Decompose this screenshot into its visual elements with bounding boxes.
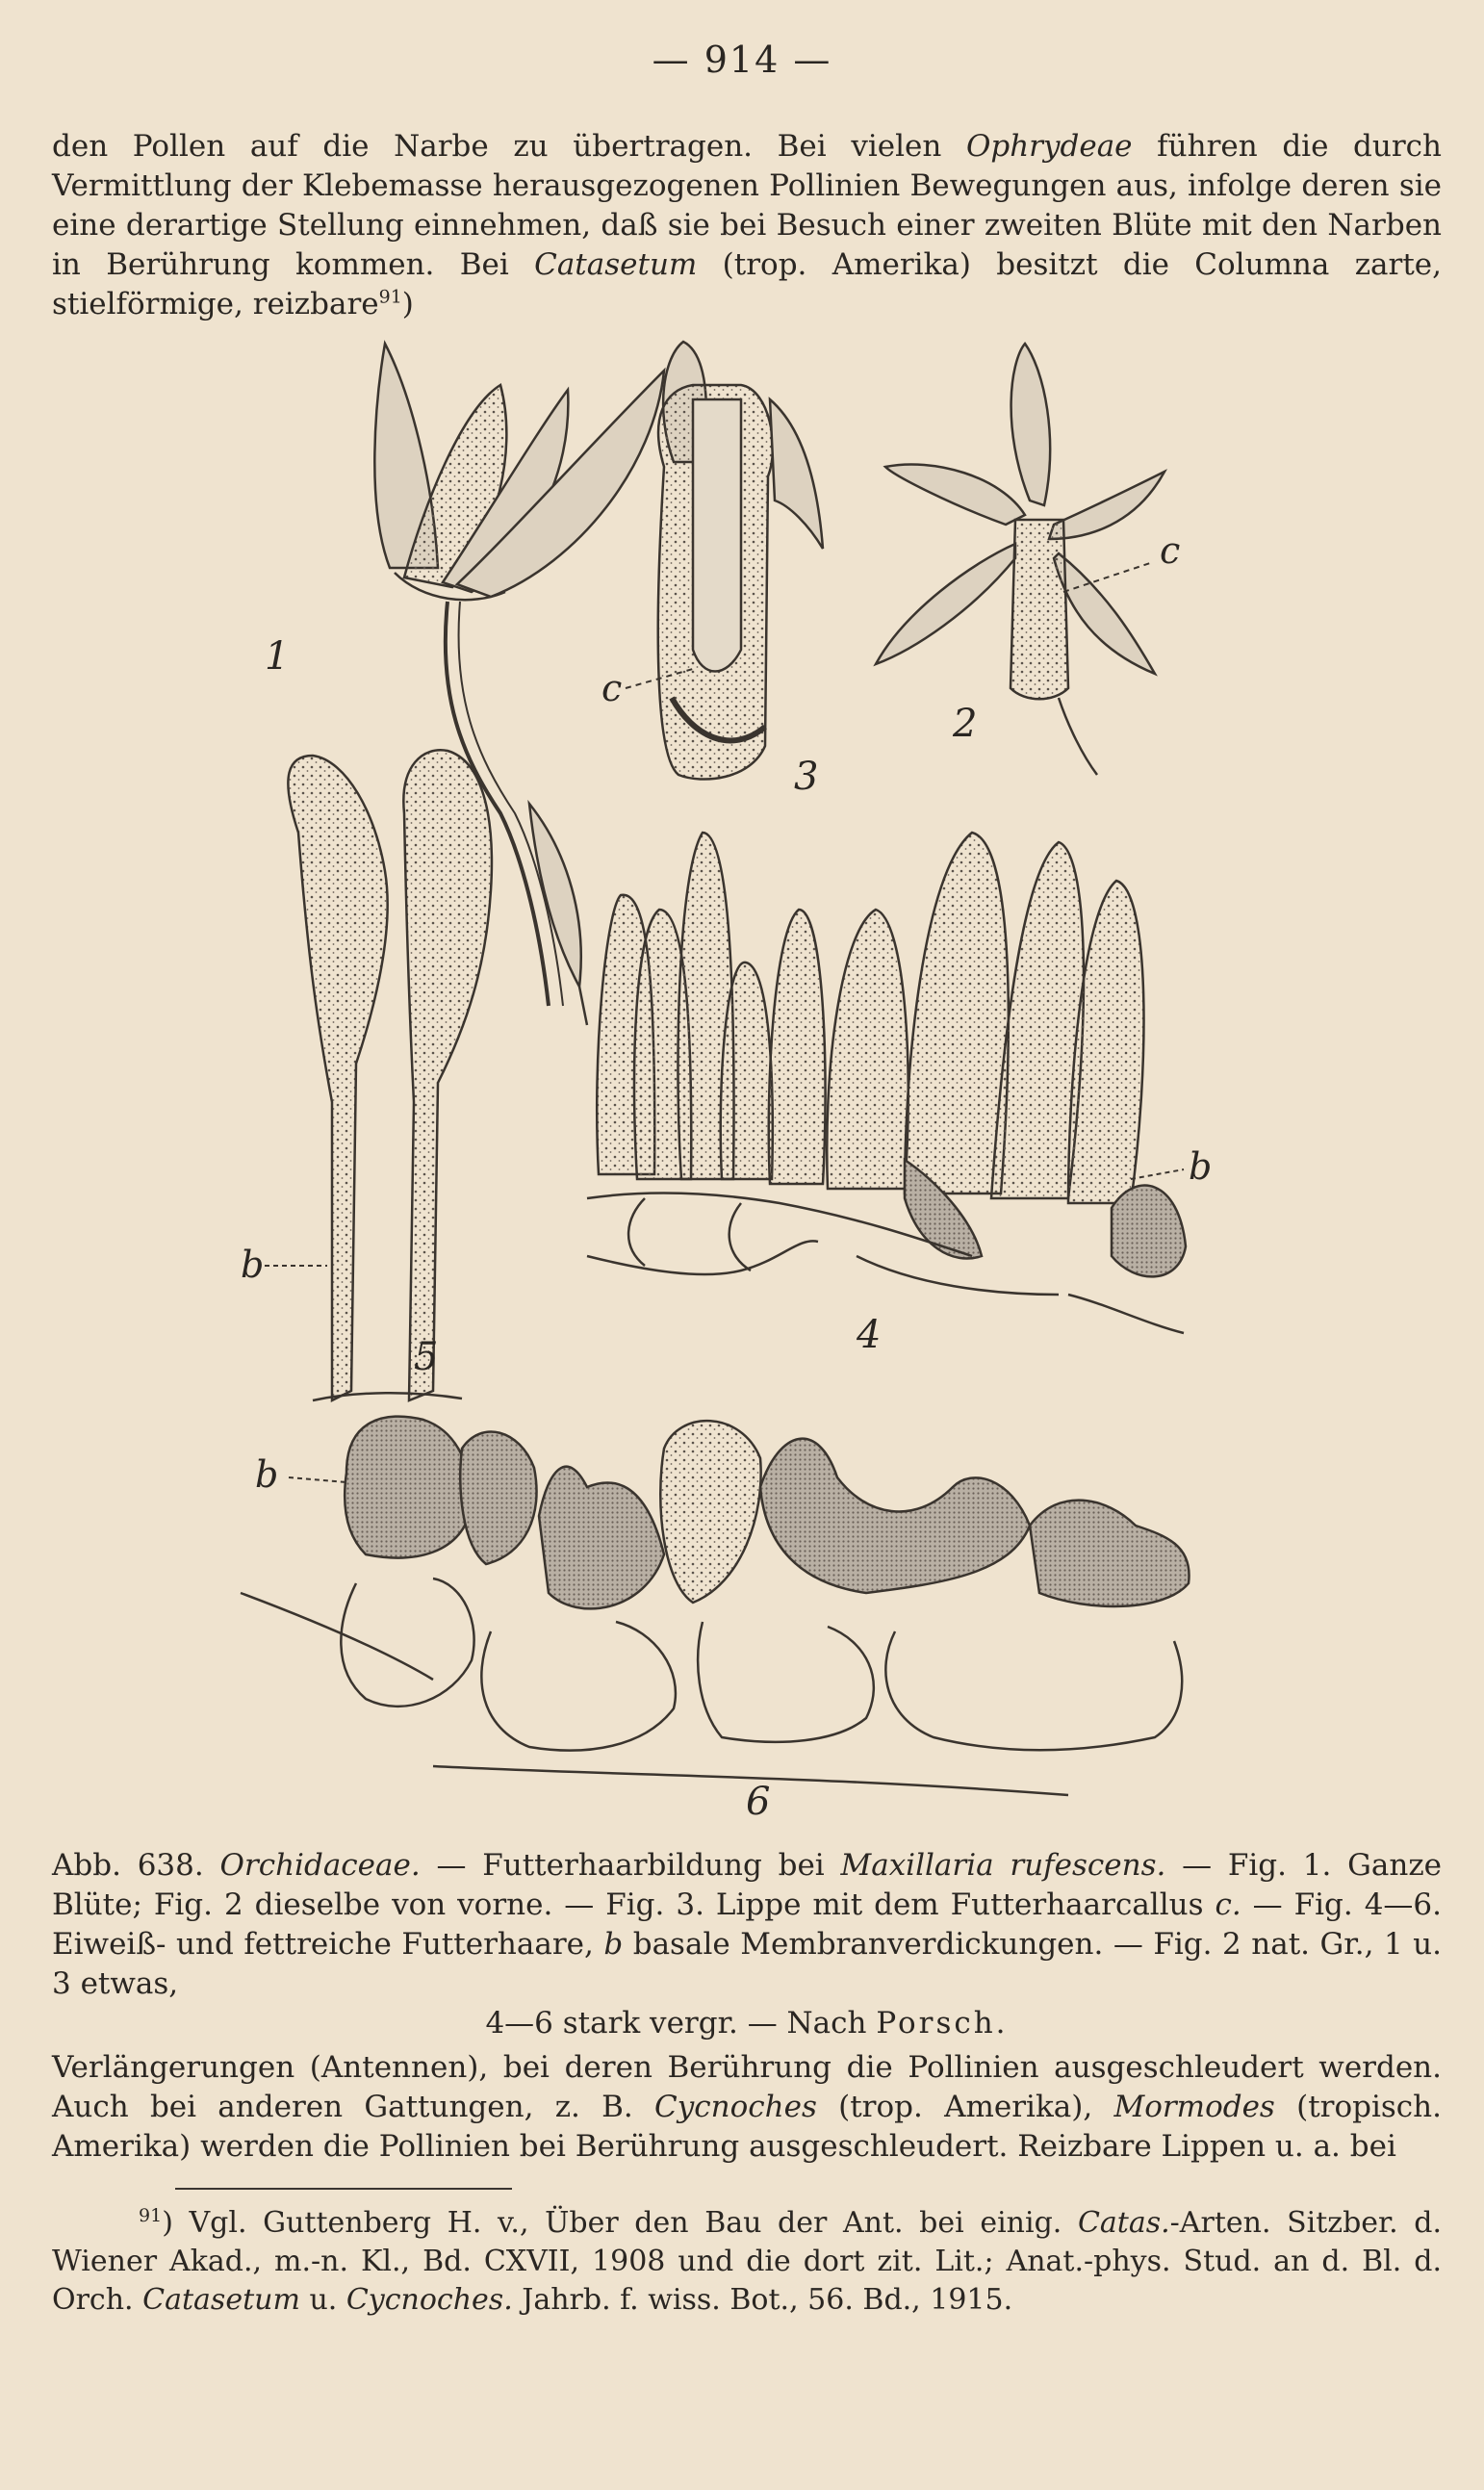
label-c-fig2: c [1160, 529, 1181, 572]
fig4-hair-cells [597, 833, 1186, 1276]
label-fig-6: 6 [746, 1780, 771, 1824]
taxon-cycnoches: Cycnoches. [345, 2283, 513, 2317]
caption-span: Abb. 638. [52, 1848, 220, 1883]
footnote-divider [175, 2188, 512, 2190]
caption-letter-c: c. [1215, 1887, 1241, 1922]
caption-span: basale Membranverdickungen. — Fig. 2 nat. Gr., 1 u. 3 etwas, [52, 1927, 1443, 2001]
text-span: (trop. Amerika) besitzt die Columna zarte, stielförmige, reizbare [52, 247, 1442, 321]
caption-last-line [52, 2004, 1442, 2043]
footnote-marker: 91 [139, 2205, 163, 2226]
bottom-paragraph [52, 2048, 1442, 2167]
label-fig-3: 3 [794, 755, 819, 799]
label-fig-4: 4 [857, 1313, 882, 1357]
taxon-maxillaria: Maxillaria rufescens. [840, 1848, 1166, 1883]
label-b-fig6: b [255, 1453, 279, 1496]
fig2-flower-front [876, 344, 1164, 775]
author-porsch: Porsch. [876, 2006, 1009, 2041]
taxon-catasetum: Catasetum [142, 2283, 300, 2317]
footnote-span: ) Vgl. Guttenberg H. v., Über den Bau der Ant. bei einig. [162, 2206, 1078, 2240]
caption-span: — Fig. 1. Ganze Blüte; Fig. 2 dieselbe von vorne. — Fig. 3. Lippe mit dem Futterhaarcallus [52, 1848, 1442, 1922]
figure-caption [52, 1846, 1442, 2043]
text-span: Verlängerungen (Antennen), bei deren Berührung die Pollinien ausgeschleudert werden. Auch bei anderen Gattungen, z. B. [52, 2050, 1442, 2124]
text-span: (trop. Amerika), [816, 2090, 1114, 2124]
fig5-hairs [288, 750, 492, 1400]
footnote-span: Jahrb. f. wiss. Bot., 56. Bd., 1915. [512, 2283, 1013, 2317]
fig4-epidermis [587, 1194, 1184, 1333]
text-span: den Pollen auf die Narbe zu übertragen. Bei vielen [52, 129, 966, 164]
text-span: (tropisch. Amerika) werden die Pollinien bei Berührung ausgeschleudert. Reizbare Lippen u. a. bei [52, 2090, 1442, 2164]
footnote-ref[interactable]: 91 [378, 286, 402, 308]
label-b-fig4: b [1189, 1145, 1213, 1188]
taxon-ophrydeae: Ophrydeae [965, 129, 1133, 164]
page-number: — 914 — [652, 39, 832, 81]
text-span: ) [401, 287, 414, 321]
taxon-catasetum: Catasetum [534, 247, 698, 282]
label-fig-2: 2 [953, 702, 978, 746]
taxon-mormodes: Mormodes [1113, 2090, 1275, 2124]
text-span: führen die durch Vermittlung der Klebemasse herausgezogenen Pollinien Bewegungen aus, infolge deren sie eine derartige Stellung einnehmen, daß sie bei Besuch einer zweiten Blüte mit den Narben in Berührung kommen. Bei [52, 129, 1443, 282]
footnote-body [52, 2204, 1442, 2320]
fig3-lip-callus [658, 342, 823, 780]
footnote-span: u. [299, 2283, 346, 2317]
taxon-catas: Catas. [1077, 2206, 1170, 2240]
taxon-orchidaceae: Orchidaceae. [219, 1848, 421, 1883]
caption-span: — Fig. 4—6. Eiweiß- und fettreiche Futterhaare, [52, 1887, 1442, 1962]
caption-letter-b: b [603, 1927, 624, 1962]
label-fig-1: 1 [265, 634, 290, 679]
footnote-91 [52, 2204, 1442, 2320]
label-b-fig5: b [241, 1244, 265, 1286]
label-fig-5: 5 [414, 1335, 439, 1379]
label-c-fig3: c [601, 667, 623, 709]
fig6-basal-cells [345, 1417, 1189, 1609]
taxon-cycnoches: Cycnoches [654, 2090, 817, 2124]
fig6-parenchyma [241, 1579, 1182, 1795]
top-paragraph [52, 127, 1442, 324]
figure-illustration [241, 332, 1213, 1829]
caption-span: — Futterhaarbildung bei [420, 1848, 841, 1883]
footnote-span: -Arten. Sitzber. d. Wiener Akad., m.-n. Kl., Bd. CXVII, 1908 und die dort zit. Lit.; Anat.-phys. Stud. an d. Bl. d. Orch. [52, 2206, 1442, 2317]
caption-span: 4—6 stark vergr. — Nach [485, 2006, 877, 2041]
